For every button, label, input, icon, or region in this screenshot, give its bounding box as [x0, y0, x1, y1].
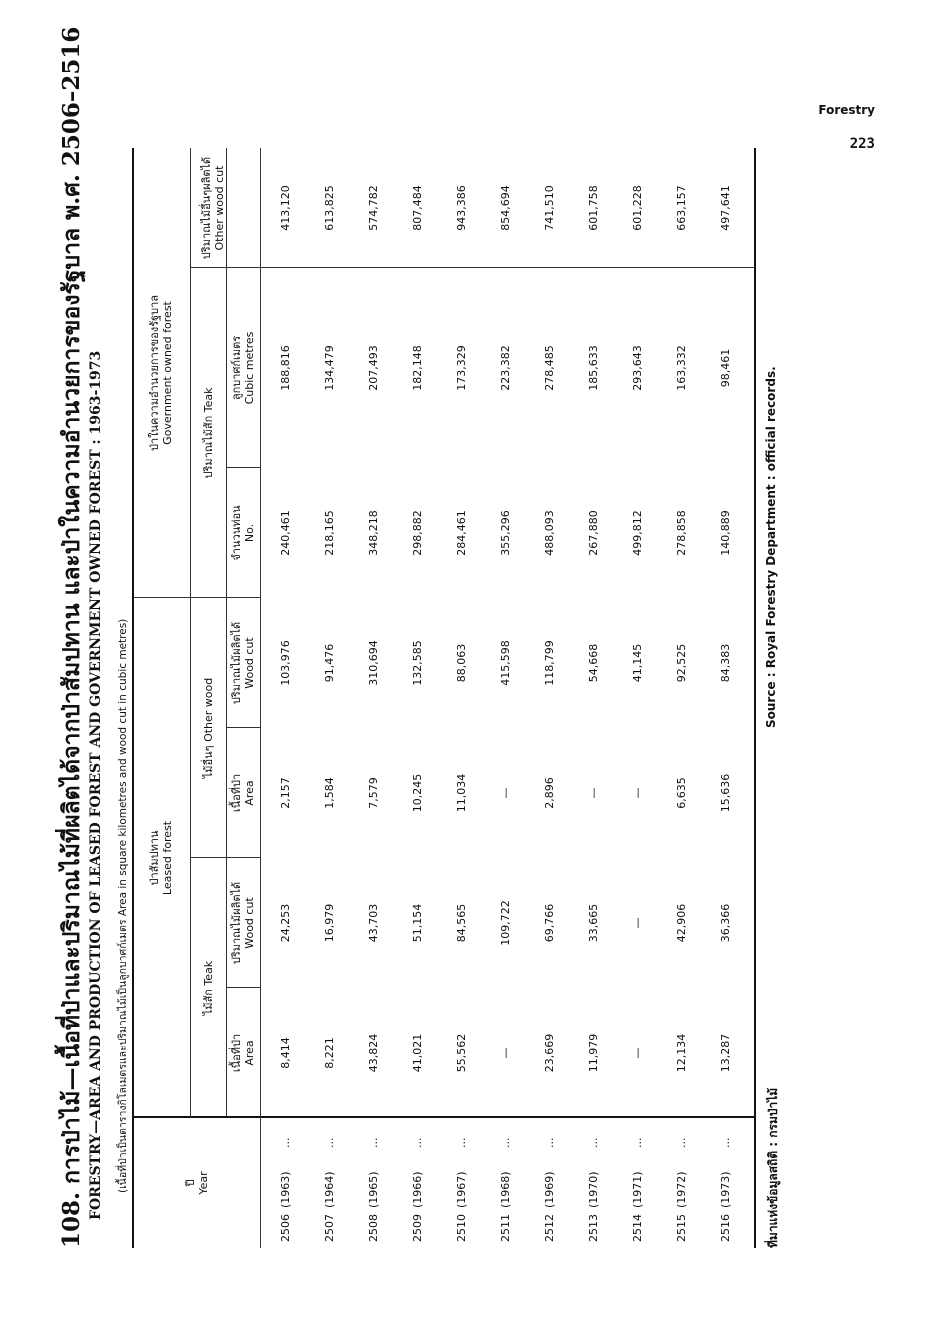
- leased-other-header: ไม้อื่นๆ Other wood: [202, 677, 215, 779]
- table-row: [402, 148, 434, 1248]
- cell-gov-other: 854,694: [499, 185, 512, 231]
- buddhist-year: 2511: [499, 1214, 512, 1242]
- cell-teak-area: 55,562: [455, 1033, 468, 1073]
- leader-dots: ...: [499, 1137, 512, 1148]
- cell-gov-cubic: 188,816: [279, 345, 292, 391]
- section-label: Forestry: [818, 103, 875, 117]
- year-cell: [534, 1138, 566, 1243]
- cell-gov-other: 663,157: [675, 185, 688, 231]
- cell-gov-other: 601,758: [587, 185, 600, 231]
- cell-teak-area: —: [499, 1047, 512, 1059]
- year-header: ปี Year: [184, 1171, 210, 1195]
- table-row: [666, 148, 698, 1248]
- cell-teak-area: 8,221: [323, 1037, 336, 1069]
- buddhist-year: 2507: [323, 1214, 336, 1242]
- gregorian-year: (1963): [279, 1171, 292, 1208]
- table-row: [490, 148, 522, 1248]
- cell-gov-no: 240,461: [279, 510, 292, 556]
- cell-other-area: 10,245: [411, 773, 424, 813]
- header-bottom-rule: [260, 148, 261, 1248]
- year-cell: [490, 1138, 522, 1243]
- cell-gov-cubic: 173,329: [455, 345, 468, 391]
- leader-dots: ...: [543, 1137, 556, 1148]
- government-forest-header: ป่าในความอำนวยการของรัฐบาล Government owned forest: [148, 294, 174, 452]
- buddhist-year: 2508: [367, 1214, 380, 1242]
- leader-dots: ...: [631, 1137, 644, 1148]
- year-cell: [314, 1138, 346, 1243]
- cell-teak-area: 12,134: [675, 1033, 688, 1073]
- year-cell: [358, 1138, 390, 1243]
- cell-gov-cubic: 182,148: [411, 345, 424, 391]
- cell-gov-cubic: 278,485: [543, 345, 556, 391]
- cell-other-area: —: [587, 787, 600, 799]
- gregorian-year: (1973): [719, 1171, 732, 1208]
- cell-teak-area: —: [631, 1047, 644, 1059]
- cell-other-area: 1,584: [323, 777, 336, 809]
- cell-gov-no: 218,165: [323, 510, 336, 556]
- cell-gov-other: 943,386: [455, 185, 468, 231]
- cell-teak-cut: 51,154: [411, 903, 424, 943]
- cell-gov-no: 488,093: [543, 510, 556, 556]
- table-row: [358, 148, 390, 1248]
- cell-other-cut: 54,668: [587, 643, 600, 683]
- rotated-table-page: [48, 26, 808, 1248]
- year-cell: [710, 1138, 742, 1243]
- gregorian-year: (1964): [323, 1171, 336, 1208]
- cell-teak-cut: 84,565: [455, 903, 468, 943]
- cell-other-area: —: [499, 787, 512, 799]
- cell-teak-cut: 24,253: [279, 903, 292, 943]
- forestry-table: [132, 148, 756, 1248]
- cell-teak-cut: 33,665: [587, 903, 600, 943]
- source-thai: ที่มาแห่งข้อมูลสถิติ : กรมป่าไม้: [766, 1087, 780, 1248]
- table-row: [314, 148, 346, 1248]
- leader-dots: ...: [323, 1137, 336, 1148]
- cell-teak-area: 43,824: [367, 1033, 380, 1073]
- cell-gov-no: 278,858: [675, 510, 688, 556]
- cell-other-cut: 118,799: [543, 640, 556, 686]
- cell-gov-no: 348,218: [367, 510, 380, 556]
- other-area-header: เนื้อที่ป่า Area: [230, 773, 256, 813]
- cell-teak-area: 8,414: [279, 1037, 292, 1069]
- year-column-rule: [134, 1116, 754, 1118]
- cell-other-cut: 84,383: [719, 643, 732, 683]
- cell-teak-area: 11,979: [587, 1033, 600, 1073]
- buddhist-year: 2516: [719, 1214, 732, 1242]
- cell-other-area: 2,157: [279, 777, 292, 809]
- cell-other-cut: 103,976: [279, 640, 292, 686]
- table-title-english: FORESTRY—AREA AND PRODUCTION OF LEASED FOREST AND GOVERNMENT OWNED FOREST : 1963-1973: [88, 350, 104, 1220]
- cell-gov-cubic: 207,493: [367, 345, 380, 391]
- leader-dots: ...: [367, 1137, 380, 1148]
- gov-other-cut-header: ปริมาณไม้อื่นๆผลิตได้ Other wood cut: [200, 156, 226, 260]
- cell-other-cut: 41,145: [631, 643, 644, 683]
- gregorian-year: (1968): [499, 1171, 512, 1208]
- header-rule: [226, 148, 227, 1118]
- cell-gov-cubic: 185,633: [587, 345, 600, 391]
- cell-other-area: 11,034: [455, 773, 468, 813]
- cell-gov-no: 298,882: [411, 510, 424, 556]
- table-subtitle: (เนื้อที่ป่าเป็นตารางกิโลเมตรและปริมาณไม้เป็นลูกบาศก์เมตร Area in square kilometres and wood cut in cubic metres): [117, 618, 129, 1193]
- cell-gov-other: 413,120: [279, 185, 292, 231]
- cell-gov-no: 267,880: [587, 510, 600, 556]
- cell-teak-cut: 36,366: [719, 903, 732, 943]
- table-row: [534, 148, 566, 1248]
- leader-dots: ...: [279, 1137, 292, 1148]
- table-row: [578, 148, 610, 1248]
- gregorian-year: (1969): [543, 1171, 556, 1208]
- leader-dots: ...: [587, 1137, 600, 1148]
- cell-other-cut: 92,525: [675, 643, 688, 683]
- cell-gov-cubic: 98,461: [719, 348, 732, 388]
- cell-teak-area: 41,021: [411, 1033, 424, 1073]
- buddhist-year: 2515: [675, 1214, 688, 1242]
- gregorian-year: (1972): [675, 1171, 688, 1208]
- government-teak-header: ปริมาณไม้สัก Teak: [202, 387, 215, 479]
- cell-gov-no: 140,889: [719, 510, 732, 556]
- header-rule: [190, 148, 191, 1118]
- cell-gov-no: 355,296: [499, 510, 512, 556]
- gregorian-year: (1970): [587, 1171, 600, 1208]
- year-cell: [578, 1138, 610, 1243]
- cell-other-cut: 310,694: [367, 640, 380, 686]
- cell-other-cut: 88,063: [455, 643, 468, 683]
- cell-gov-no: 499,812: [631, 510, 644, 556]
- leader-dots: ...: [719, 1137, 732, 1148]
- table-row: [710, 148, 742, 1248]
- gov-cubic-header: ลูกบาศก์เมตร Cubic metres: [230, 331, 256, 405]
- cell-teak-cut: 16,979: [323, 903, 336, 943]
- cell-teak-cut: 109,722: [499, 900, 512, 946]
- year-cell: [622, 1138, 654, 1243]
- cell-gov-cubic: 163,332: [675, 345, 688, 391]
- gregorian-year: (1971): [631, 1171, 644, 1208]
- cell-teak-cut: 43,703: [367, 903, 380, 943]
- leader-dots: ...: [675, 1137, 688, 1148]
- cell-gov-cubic: 293,643: [631, 345, 644, 391]
- cell-gov-other: 613,825: [323, 185, 336, 231]
- cell-other-area: 6,635: [675, 777, 688, 809]
- table-title-thai: 108. การป่าไม้—เนื้อที่ป่าและปริมาณไม้ที่ผลิตได้จากป่าสัมปทาน และป่าในความอำนวยการของรัฐบาล พ.ศ. 2506–2516: [58, 26, 85, 1248]
- table-row: [622, 148, 654, 1248]
- cell-teak-cut: —: [631, 917, 644, 929]
- cell-other-area: 7,579: [367, 777, 380, 809]
- teak-area-header: เนื้อที่ป่า Area: [230, 1033, 256, 1073]
- cell-other-cut: 91,476: [323, 643, 336, 683]
- cell-gov-other: 601,228: [631, 185, 644, 231]
- cell-gov-other: 497,641: [719, 185, 732, 231]
- leased-forest-header: ป่าสัมปทาน Leased forest: [148, 820, 174, 896]
- leader-dots: ...: [411, 1137, 424, 1148]
- table-row: [446, 148, 478, 1248]
- leased-teak-header: ไม้สัก Teak: [202, 960, 215, 1016]
- gregorian-year: (1967): [455, 1171, 468, 1208]
- buddhist-year: 2514: [631, 1214, 644, 1242]
- cell-gov-other: 807,484: [411, 185, 424, 231]
- cell-teak-cut: 42,906: [675, 903, 688, 943]
- cell-gov-no: 284,461: [455, 510, 468, 556]
- cell-gov-cubic: 223,382: [499, 345, 512, 391]
- year-cell: [666, 1138, 698, 1243]
- source-english: Source : Royal Forestry Department : official records.: [764, 366, 778, 728]
- cell-gov-other: 574,782: [367, 185, 380, 231]
- year-cell: [446, 1138, 478, 1243]
- cell-teak-area: 13,287: [719, 1033, 732, 1073]
- gregorian-year: (1965): [367, 1171, 380, 1208]
- cell-teak-cut: 69,766: [543, 903, 556, 943]
- table-row: [270, 148, 302, 1248]
- cell-other-area: —: [631, 787, 644, 799]
- cell-other-cut: 415,598: [499, 640, 512, 686]
- cell-other-area: 15,636: [719, 773, 732, 813]
- buddhist-year: 2512: [543, 1214, 556, 1242]
- buddhist-year: 2513: [587, 1214, 600, 1242]
- year-cell: [270, 1138, 302, 1243]
- year-cell: [402, 1138, 434, 1243]
- buddhist-year: 2506: [279, 1214, 292, 1242]
- buddhist-year: 2510: [455, 1214, 468, 1242]
- cell-gov-cubic: 134,479: [323, 345, 336, 391]
- other-woodcut-header: ปริมาณไม้ผลิตได้ Wood cut: [230, 621, 256, 705]
- cell-gov-other: 741,510: [543, 185, 556, 231]
- leader-dots: ...: [455, 1137, 468, 1148]
- cell-teak-area: 23,669: [543, 1033, 556, 1073]
- cell-other-cut: 132,585: [411, 640, 424, 686]
- cell-other-area: 2,896: [543, 777, 556, 809]
- page-number: 223: [849, 136, 875, 152]
- buddhist-year: 2509: [411, 1214, 424, 1242]
- teak-woodcut-header: ปริมาณไม้ผลิตได้ Wood cut: [230, 881, 256, 965]
- gov-number-header: จำนวนท่อน No.: [230, 505, 256, 561]
- gregorian-year: (1966): [411, 1171, 424, 1208]
